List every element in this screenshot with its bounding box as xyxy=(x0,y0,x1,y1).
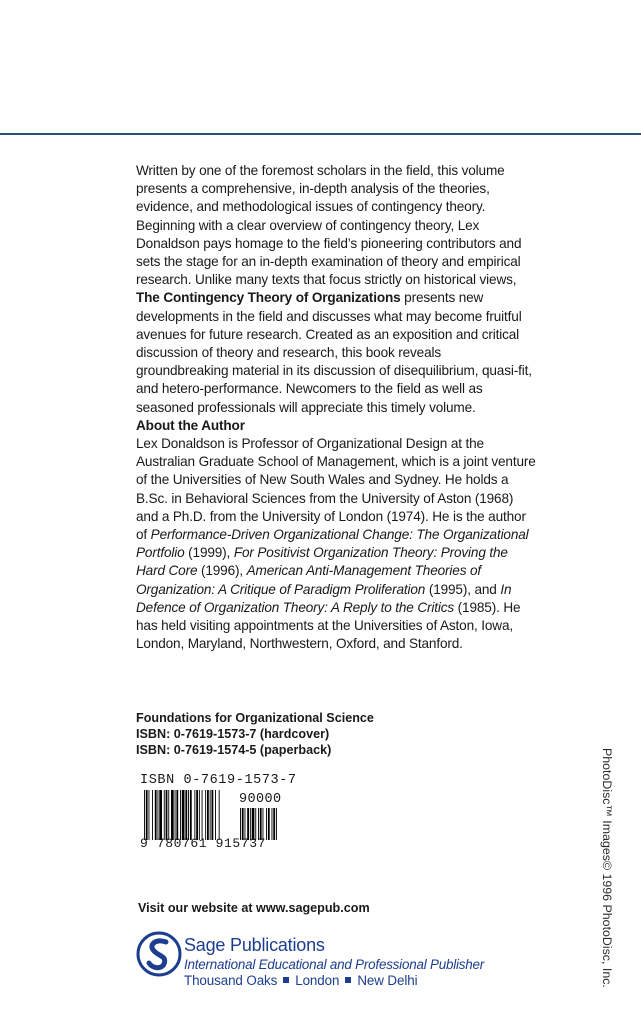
book-ref-4: In Defence of Organization Theory: A Reply to the Critics xyxy=(136,581,512,615)
isbn-hardcover: ISBN: 0-7619-1573-7 (hardcover) xyxy=(136,726,330,741)
sage-logo-icon xyxy=(136,929,182,979)
barcode-bar xyxy=(202,790,203,840)
barcode-bar xyxy=(190,790,192,840)
isbn-paperback: ISBN: 0-7619-1574-5 (paperback) xyxy=(136,742,332,757)
book-title: The Contingency Theory of Organizations xyxy=(136,290,401,306)
back-cover-text xyxy=(136,162,536,653)
top-band xyxy=(0,0,641,136)
publisher-name: Sage Publications xyxy=(184,935,325,955)
barcode-bar xyxy=(199,790,200,840)
barcode-bar xyxy=(205,790,206,840)
barcode-bar xyxy=(212,790,214,840)
barcode-bar xyxy=(207,790,209,840)
about-text-4: (1995), and xyxy=(425,581,501,597)
city-london: London xyxy=(295,973,340,988)
publisher-cities xyxy=(184,973,417,988)
book-ref-2: For Positivist Organization Theory: Proving the Hard Core xyxy=(136,545,508,579)
book-ref-1: Performance-Driven Organizational Change: The Organizational Portfolio xyxy=(136,527,529,561)
barcode-bar xyxy=(146,790,148,840)
about-author-text xyxy=(136,435,536,653)
book-ref-3: American Anti-Management Theories of Organization: A Critique of Paradigm Proliferation xyxy=(136,563,482,597)
barcode xyxy=(144,790,240,840)
barcode-bar xyxy=(210,790,211,840)
barcode-addon-bar xyxy=(276,808,277,840)
barcode-bar xyxy=(182,790,185,840)
barcode-bar xyxy=(166,790,168,840)
barcode-bar xyxy=(159,790,162,840)
barcode-bar xyxy=(175,790,176,840)
barcode-bar xyxy=(168,790,169,840)
city-new-delhi: New Delhi xyxy=(357,973,418,988)
square-bullet-icon xyxy=(283,977,289,983)
barcode-bar xyxy=(164,790,165,840)
barcode-bar xyxy=(194,790,195,840)
series-info xyxy=(136,711,374,758)
square-bullet-icon xyxy=(345,977,351,983)
about-text-3: (1996), xyxy=(197,563,247,579)
barcode-bar xyxy=(171,790,174,840)
barcode-bar xyxy=(188,790,189,840)
barcode-addon-bar xyxy=(273,808,275,840)
barcode-bar xyxy=(144,790,145,840)
barcode-bar xyxy=(196,790,198,840)
barcode-bar xyxy=(215,790,216,840)
barcode-isbn-line: ISBN 0-7619-1573-7 xyxy=(140,773,297,788)
barcode-digits: 9 780761 915737 xyxy=(140,836,267,851)
barcode-addon-number: 90000 xyxy=(239,792,282,807)
website-line: Visit our website at www.sagepub.com xyxy=(138,901,370,915)
barcode-bar xyxy=(158,790,159,840)
book-blurb xyxy=(136,162,536,417)
about-text-2: (1999), xyxy=(184,545,234,561)
barcode-bar xyxy=(176,790,178,840)
blurb-text-2: presents new developments in the field and discusses what may become fruitful avenues for future research. Created as an exposition and critical discussion of theory and research, this book reveals groundbreaking material in its discussion of disequilibrium, quasi-fit, and hetero-performance. Newcomers to the field as well as seasoned professionals will appreciate this timely volume. xyxy=(136,290,532,415)
barcode-addon-bar xyxy=(266,808,267,840)
barcode-bar xyxy=(149,790,150,840)
top-rule xyxy=(0,133,641,135)
barcode-bar xyxy=(219,790,220,840)
series-name: Foundations for Organizational Science xyxy=(136,711,374,725)
barcode-bar xyxy=(155,790,157,840)
barcode-bar xyxy=(180,790,181,840)
publisher-tagline: International Educational and Professional Publisher xyxy=(184,957,485,972)
barcode-bar xyxy=(185,790,187,840)
city-thousand-oaks: Thousand Oaks xyxy=(184,973,278,988)
barcode-addon-bar xyxy=(268,808,270,840)
about-author-heading: About the Author xyxy=(136,417,245,433)
blurb-text-1: Written by one of the foremost scholars in the field, this volume presents a comprehensive, in-depth analysis of the theories, evidence, and methodological issues of contingency theory. Beginning with a clear overview of contingency theory, Lex Donaldson pays homage to the field’s pioneering contributors and sets the stage for an in-depth examination of theory and empirical research. Unlike many texts that focus strictly on historical views, xyxy=(136,163,522,288)
barcode-addon-bar xyxy=(272,808,273,840)
barcode-bar xyxy=(152,790,153,840)
about-text-5: (1985). He has held visiting appointments at the Universities of Aston, Iowa, London, Maryland, Northwestern, Oxford, and Stanford. xyxy=(136,599,521,652)
photo-credit: PhotoDisc™ Images© 1996 PhotoDisc, Inc. xyxy=(600,748,614,988)
about-text-1: Lex Donaldson is Professor of Organizational Design at the Australian Graduate School of Management, which is a joint venture of the Universities of New South Wales and Sydney. He holds a B.Sc. in Behavioral Sciences from the University of Aston (1968) and a Ph.D. from the University of London (1974). He is the author of xyxy=(136,436,536,543)
